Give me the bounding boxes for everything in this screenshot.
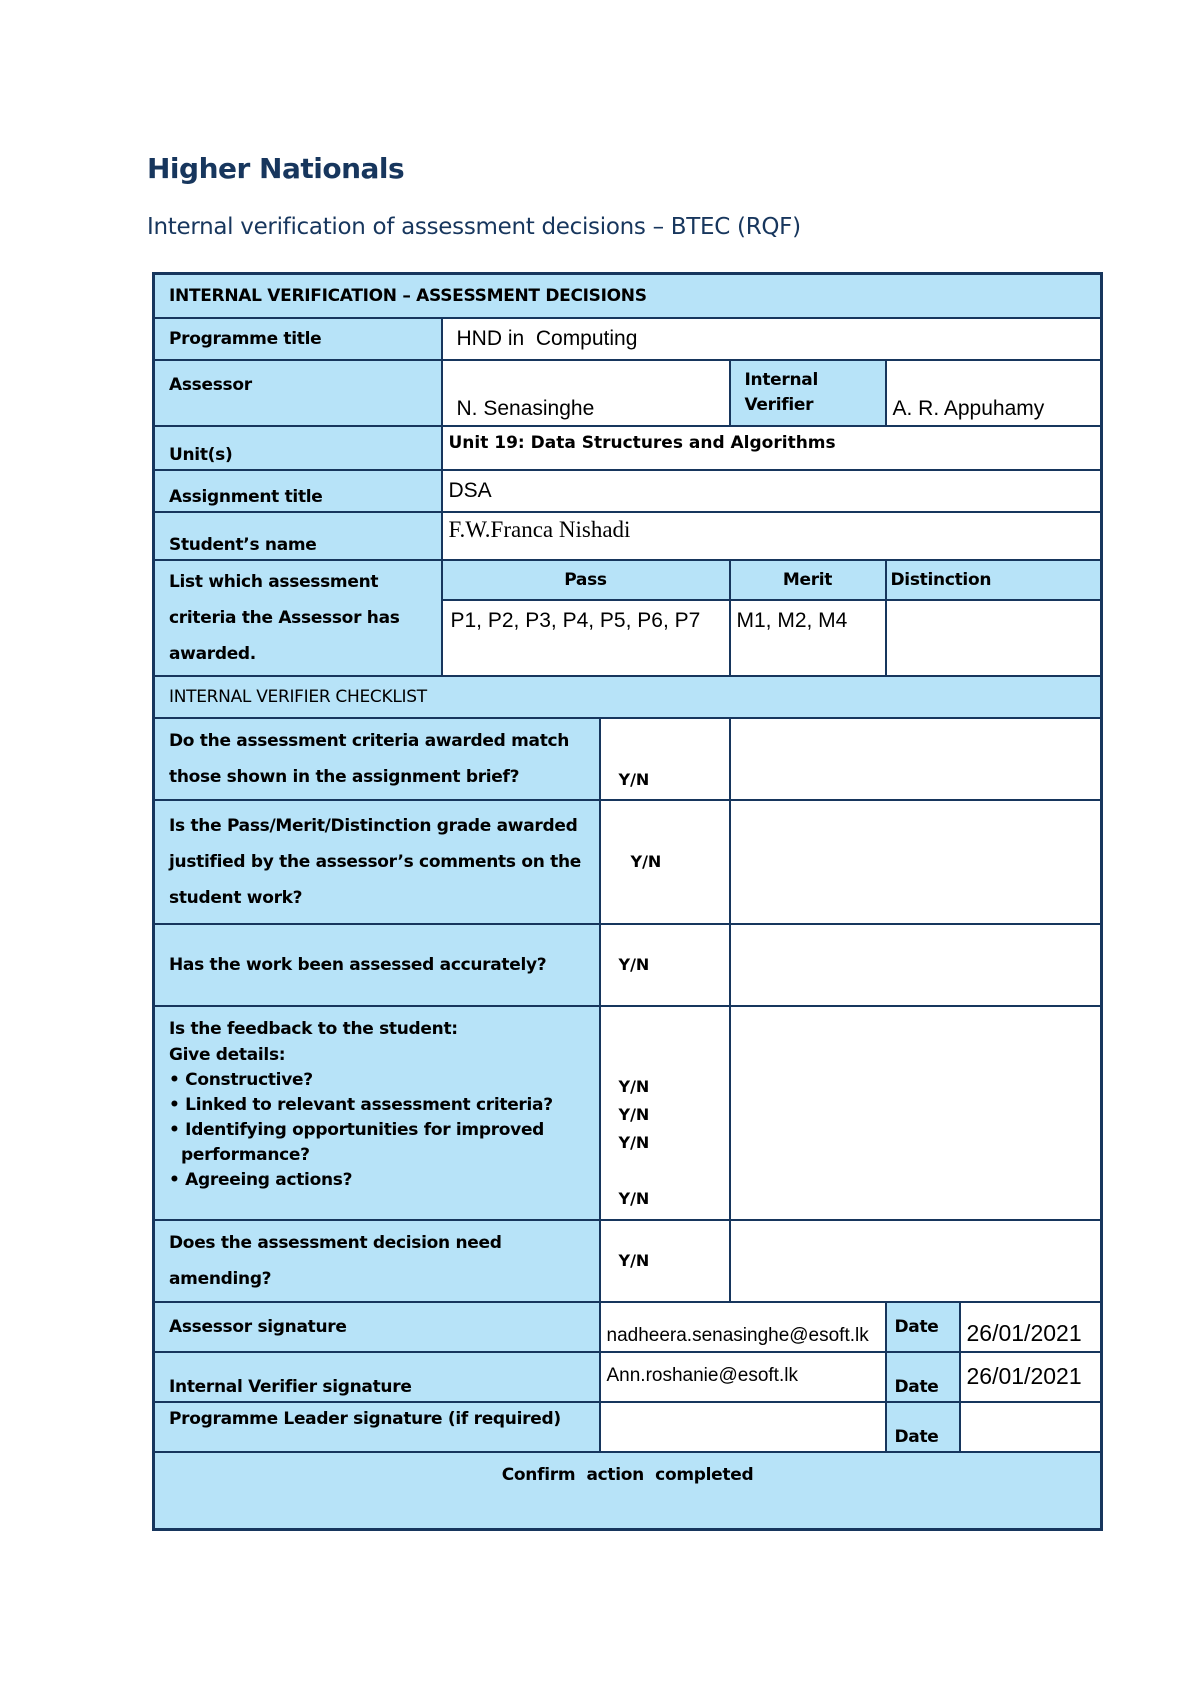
programme-title-label: Programme title <box>154 318 442 360</box>
q4-identifying: • Identifying opportunities for improved performance? <box>169 1119 545 1165</box>
distinction-value <box>886 600 1102 676</box>
q1-yn: Y/N <box>600 718 730 800</box>
programme-title-value: HND in Computing <box>442 318 1102 360</box>
page-subheading: Internal verification of assessment decisions – BTEC (RQF) <box>147 214 801 240</box>
iv-signature-label: Internal Verifier signature <box>154 1352 600 1402</box>
q4-yn-1: Y/N <box>618 1076 650 1096</box>
assessor-signature-label: Assessor signature <box>154 1302 600 1352</box>
section-title: INTERNAL VERIFICATION – ASSESSMENT DECISIONS <box>154 274 1102 318</box>
checklist-q1: Do the assessment criteria awarded match those shown in the assignment brief? <box>154 718 600 800</box>
units-label: Unit(s) <box>154 426 442 470</box>
assignment-title-label: Assignment title <box>154 470 442 512</box>
merit-header: Merit <box>730 560 886 600</box>
iv-date-value: 26/01/2021 <box>960 1352 1102 1402</box>
checklist-title: INTERNAL VERIFIER CHECKLIST <box>154 676 1102 718</box>
checklist-q2: Is the Pass/Merit/Distinction grade awarded justified by the assessor’s comments on the student work? <box>154 800 600 924</box>
iv-signature-value: Ann.roshanie@esoft.lk <box>600 1352 886 1402</box>
pl-date-label: Date <box>886 1402 960 1452</box>
criteria-label: List which assessment criteria the Assessor has awarded. <box>154 560 442 676</box>
distinction-header: Distinction <box>886 560 1102 600</box>
merit-value: M1, M2, M4 <box>730 600 886 676</box>
assessor-date-value: 26/01/2021 <box>960 1302 1102 1352</box>
student-name-label: Student’s name <box>154 512 442 560</box>
q4-linked: • Linked to relevant assessment criteria? <box>169 1094 553 1115</box>
q2-yn: Y/N <box>600 800 730 924</box>
checklist-q5: Does the assessment decision need amending? <box>154 1220 600 1302</box>
q2-comment <box>730 800 1102 924</box>
student-name-value: F.W.Franca Nishadi <box>442 512 1102 560</box>
iv-date-label: Date <box>886 1352 960 1402</box>
assessor-date-label: Date <box>886 1302 960 1352</box>
verification-form <box>152 272 1103 1531</box>
confirm-action-completed: Confirm action completed <box>154 1452 1102 1530</box>
checklist-q3: Has the work been assessed accurately? <box>154 924 600 1006</box>
q4-comment <box>730 1006 1102 1220</box>
q5-yn: Y/N <box>600 1220 730 1302</box>
q4-yn-4: Y/N <box>618 1188 650 1208</box>
page-heading: Higher Nationals <box>147 152 405 185</box>
assignment-title-value: DSA <box>442 470 1102 512</box>
q5-comment <box>730 1220 1102 1302</box>
pl-signature-value <box>600 1402 886 1452</box>
q3-yn: Y/N <box>600 924 730 1006</box>
checklist-q4 <box>154 1006 600 1220</box>
assessor-signature-value: nadheera.senasinghe@esoft.lk <box>600 1302 886 1352</box>
pl-signature-label-text: Programme Leader signature (if required) <box>169 1408 561 1429</box>
assessor-value: N. Senasinghe <box>442 360 730 426</box>
assessor-label: Assessor <box>154 360 442 426</box>
units-value: Unit 19: Data Structures and Algorithms <box>442 426 1102 470</box>
pl-signature-label <box>154 1402 600 1452</box>
pass-value: P1, P2, P3, P4, P5, P6, P7 <box>442 600 730 676</box>
q4-yn-3: Y/N <box>618 1132 650 1152</box>
q4-constructive: • Constructive? <box>169 1069 313 1090</box>
q3-comment <box>730 924 1102 1006</box>
q4-yn-stack <box>600 1006 730 1220</box>
q4-title: Is the feedback to the student: <box>169 1018 458 1039</box>
internal-verifier-value: A. R. Appuhamy <box>886 360 1102 426</box>
q4-yn-2: Y/N <box>618 1104 650 1124</box>
pass-header: Pass <box>442 560 730 600</box>
q4-give-details: Give details: <box>169 1044 286 1065</box>
q1-comment <box>730 718 1102 800</box>
q4-agreeing: • Agreeing actions? <box>169 1169 353 1190</box>
internal-verifier-label: Internal Verifier <box>730 360 886 426</box>
pl-date-value <box>960 1402 1102 1452</box>
